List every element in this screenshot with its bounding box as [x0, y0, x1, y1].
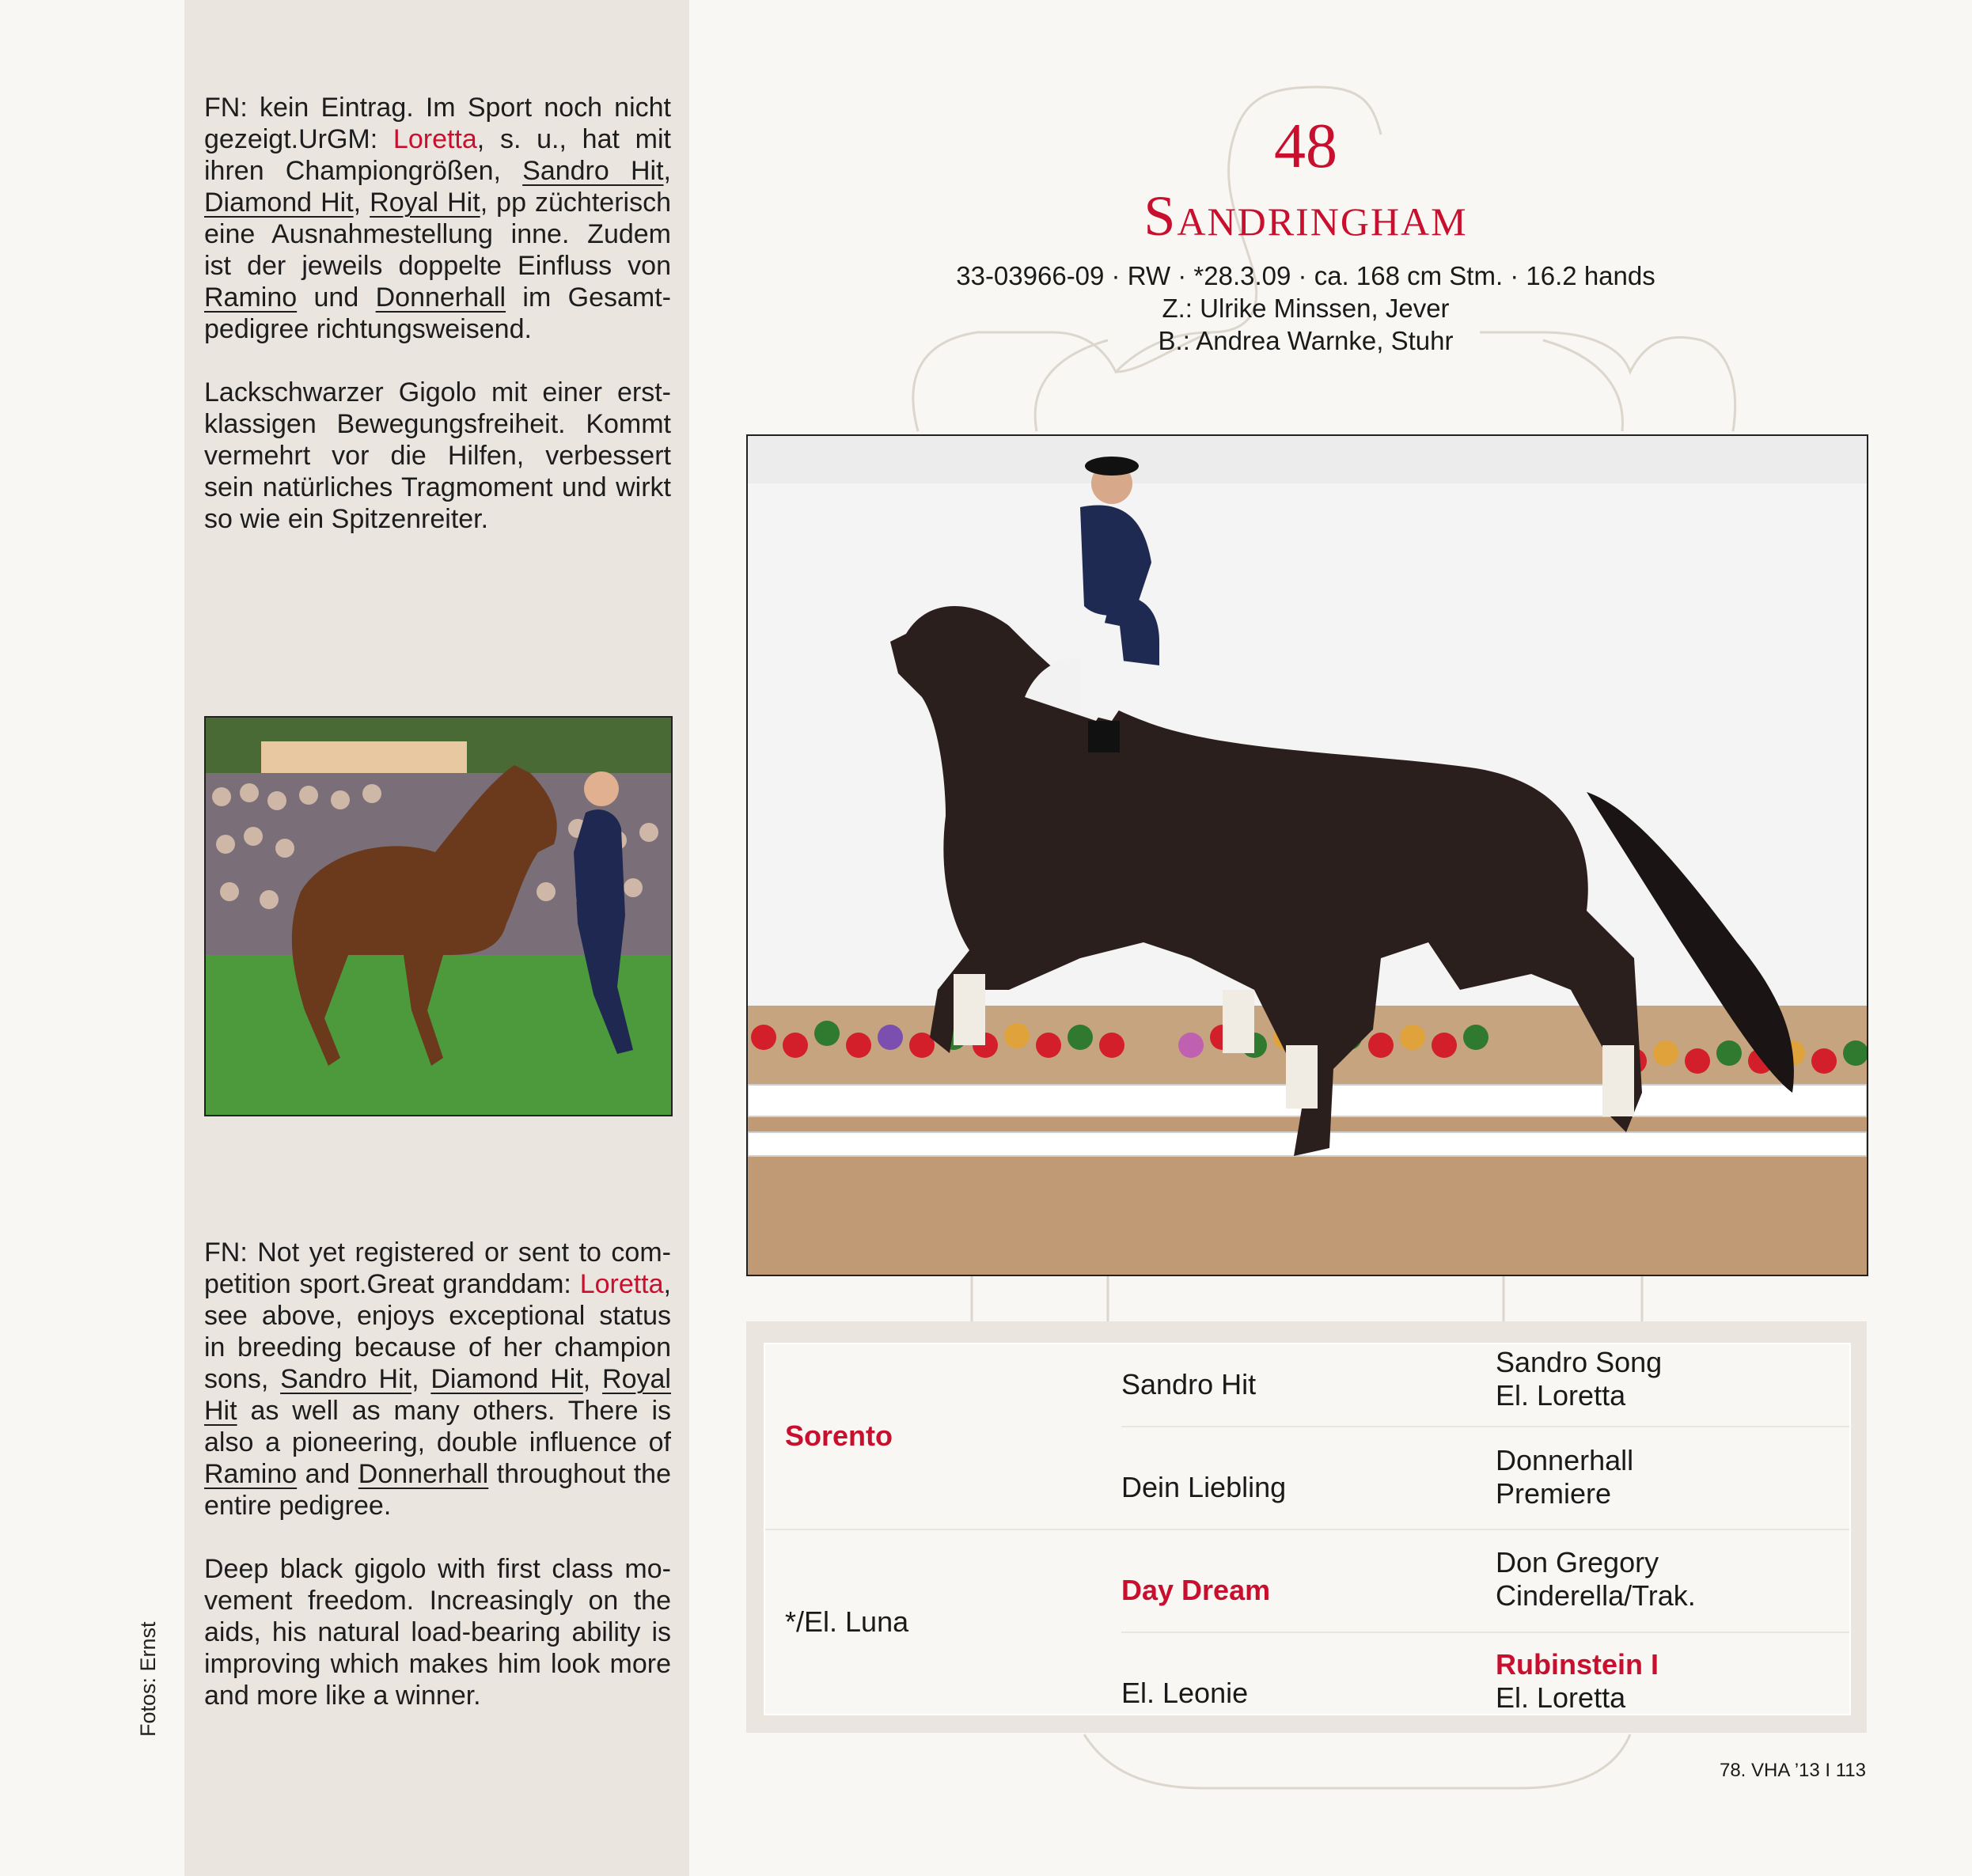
ggp-name: Don Gregory	[1496, 1546, 1659, 1578]
divider	[1121, 1426, 1849, 1427]
pedigree-sire-dam: Dein Liebling	[1121, 1471, 1287, 1503]
pedigree-dam-dam: El. Leonie	[1121, 1677, 1249, 1709]
underlined-name: Diamond Hit	[204, 188, 354, 218]
text-run: ,	[353, 188, 370, 218]
title-block	[910, 111, 1701, 250]
pedigree-table	[764, 1343, 1851, 1715]
underlined-name: Royal Hit	[204, 1364, 671, 1426]
text-run: ,	[582, 1364, 603, 1394]
breeder-line: Z.: Ulrike Minssen, Jever	[1162, 294, 1450, 323]
stallion-photo	[746, 434, 1868, 1276]
underlined-name: Donnerhall	[358, 1459, 489, 1489]
ggp-name: Sandro Song	[1496, 1346, 1663, 1378]
ggp-name: Cinderella/Trak.	[1496, 1579, 1696, 1612]
text-run: and	[297, 1459, 358, 1489]
underlined-name: Royal Hit	[370, 188, 480, 218]
divider	[1121, 1632, 1849, 1633]
german-paragraph-pedigree	[204, 92, 671, 345]
horse-details	[910, 260, 1701, 357]
text-run: throughout the entire pedigree.	[204, 1459, 671, 1521]
ggp-name: El. Loretta	[1496, 1379, 1626, 1412]
pedigree-sire: Sorento	[785, 1419, 893, 1452]
english-paragraph-description: Deep black gigolo with first class movement freedom. Increasingly on the aids, his natural load-bearing ability is improving which makes him look more and more like a winner.	[204, 1554, 671, 1711]
stallion-image	[748, 436, 1867, 1275]
pedigree-dam: */El. Luna	[785, 1605, 909, 1638]
underlined-name: Sandro Hit	[280, 1364, 412, 1394]
divider	[765, 1529, 1849, 1530]
underlined-name: Donnerhall	[375, 282, 506, 313]
text-run: ,	[663, 156, 671, 186]
highlight-name: Loretta	[393, 124, 477, 154]
ggp-name: El. Loretta	[1496, 1681, 1626, 1714]
pedigree-ggp	[1496, 1648, 1659, 1715]
text-run: und	[297, 282, 376, 313]
text-run: ,	[411, 1364, 431, 1394]
text-run: as well as many others. There is also a pioneering, double influence of	[204, 1396, 671, 1457]
highlight-name: Loretta	[579, 1269, 664, 1299]
german-paragraph-description: Lackschwarzer Gigolo mit einer erstklassigen Bewegungsfreiheit. Kommt vermehrt vor die Hilfen, verbessert sein natürliches Tragmoment und wirkt so wie ein Spitzenreiter.	[204, 377, 671, 534]
pedigree-dam-sire: Day Dream	[1121, 1574, 1271, 1606]
underlined-name: Ramino	[204, 1459, 298, 1489]
page-number: 78. VHA ’13 I 113	[1719, 1760, 1866, 1781]
text-run: UrGM:	[298, 124, 393, 154]
horse-name: Sandringham	[1143, 184, 1468, 248]
pedigree-sire-sire: Sandro Hit	[1121, 1368, 1257, 1400]
text-run: FN: kein Eintrag. Im Sport noch nicht gezeigt.	[204, 93, 671, 154]
underlined-name: Ramino	[204, 282, 298, 313]
details-line: 33-03966-09 · RW · *28.3.09 · ca. 168 cm Stm. · 16.2 hands	[956, 261, 1655, 290]
text-run: , s. u., hat mit ihren Championgrößen,	[204, 124, 671, 186]
pedigree-ggp	[1496, 1444, 1633, 1510]
german-text	[204, 92, 671, 535]
owner-line: B.: Andrea Warnke, Stuhr	[1158, 326, 1454, 355]
foal-image	[206, 718, 671, 1115]
pedigree-ggp	[1496, 1546, 1696, 1613]
english-text	[204, 1237, 671, 1711]
pedigree-ggp	[1496, 1346, 1662, 1412]
english-paragraph-pedigree	[204, 1237, 671, 1522]
text-run: FN: Not yet registered or sent to competition sport.	[204, 1237, 671, 1299]
ggp-name: Rubinstein I	[1496, 1648, 1659, 1681]
text-run: Great granddam:	[366, 1269, 580, 1299]
underlined-name: Sandro Hit	[522, 156, 664, 186]
photo-credit: Fotos: Ernst	[136, 1621, 160, 1737]
lot-number: 48	[1274, 112, 1337, 181]
foal-photo	[204, 716, 673, 1116]
text-run: im Gesamtpedigree richtungsweisend.	[204, 282, 671, 344]
text-run: , see above, enjoys exceptional status in breeding because of her champion sons,	[204, 1269, 671, 1394]
ggp-name: Donnerhall	[1496, 1444, 1634, 1476]
ggp-name: Premiere	[1496, 1477, 1612, 1510]
pedigree-panel	[746, 1321, 1867, 1733]
text-run: , pp züchterisch eine Ausnahmestellung inne. Zudem ist der jeweils doppelte Einfluss von	[204, 188, 671, 281]
underlined-name: Diamond Hit	[430, 1364, 583, 1394]
